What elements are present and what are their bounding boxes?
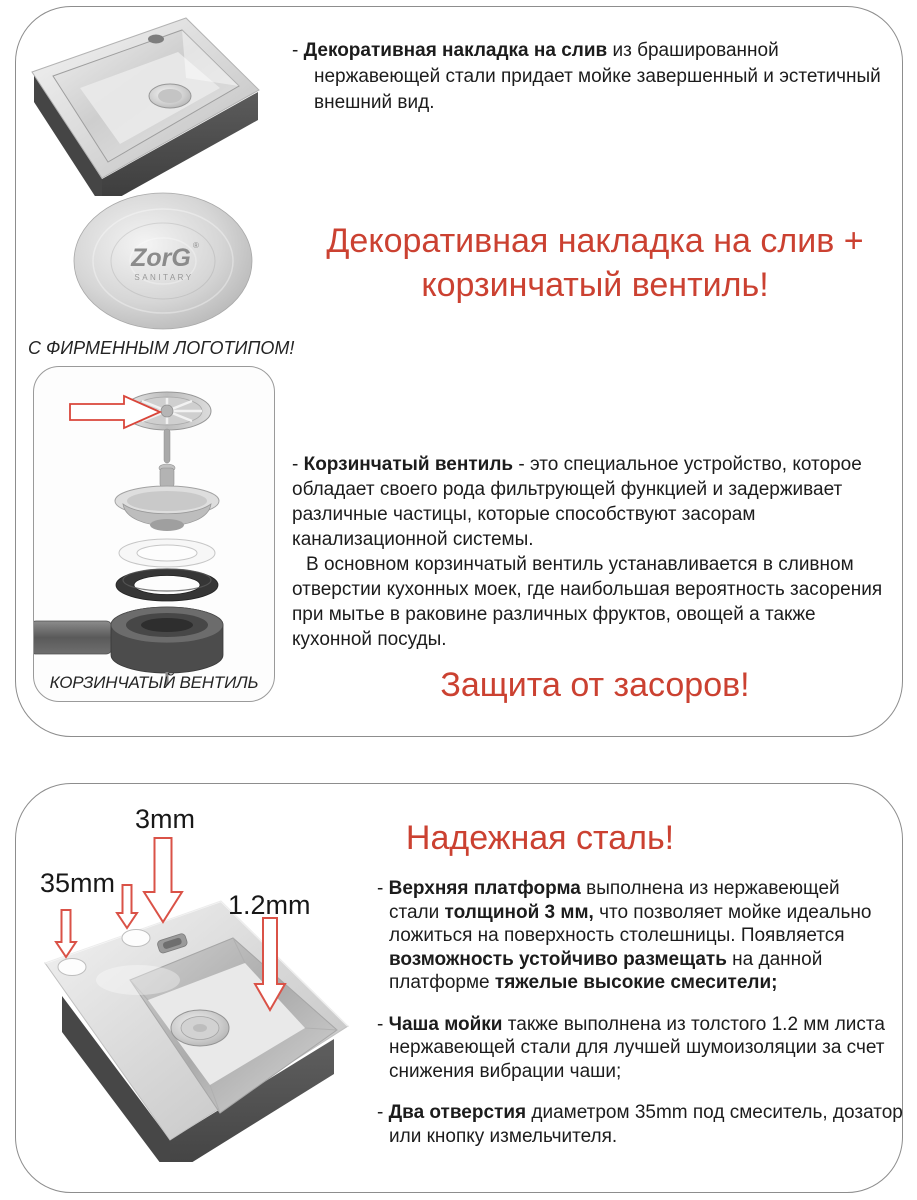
feature-panel-steel (15, 783, 903, 1193)
headline-drain-cover: Декоративная накладка на слив + корзинчатый вентиль! (326, 222, 864, 304)
basket-valve-bullet-text: - Корзинчатый вентиль - это специальное устройство, которое обладает своего рода фильтрующей функцией и задерживает различные частицы, которые способствуют засорам канализационной системы. В основном корзинчатый вентиль устанавливается в сливном отверстии кухонных моек, где наибольшая вероятность засорения при мытье в раковине различных фруктов, овощей а также кухонной посуды. (292, 454, 883, 650)
sink-photo-top (28, 16, 283, 196)
bullet-top-platform: - Верхняя платформа выполнена из нержавеющей стали толщиной 3 мм, что позволяет мойке идеально ложиться на поверхность столешницы. Появляется возможность устойчиво размещать на данной платформе тяжелые высокие смесители; (377, 878, 872, 993)
down-arrow-icon-3mm (144, 838, 182, 922)
feature-panel-drain-cover (15, 6, 903, 737)
down-arrow-icon-35mm-left (56, 910, 76, 957)
drain-cover-bullet-text: - Декоративная накладка на слив из брашированной нержавеющей стали придает мойке завершенный и эстетичный внешний вид. (292, 40, 881, 113)
logo-caption: С ФИРМЕННЫМ ЛОГОТИПОМ! (28, 338, 295, 358)
basket-valve-diagram (34, 367, 271, 698)
bullet-sink-bowl: - Чаша мойки также выполнена из толстого 1.2 мм листа нержавеющей стали для лучшей шумоизоляции за счет снижения вибрации чаши; (377, 1013, 885, 1082)
zorg-logo-subtext: SANITARY (134, 273, 194, 282)
zorg-logo-text: ZorG (131, 244, 191, 272)
mounting-hole-left (58, 959, 86, 976)
label-platform-thickness: 3mm (135, 804, 195, 834)
steel-bullet-list (377, 877, 909, 1148)
down-arrow-icon-35mm-right (117, 885, 137, 928)
mounting-hole-right (122, 930, 150, 947)
label-bowl-thickness: 1.2mm (228, 890, 311, 920)
headline-clog-protection: Защита от засоров! (440, 666, 750, 704)
basket-valve-diagram-box (33, 366, 275, 702)
registered-mark: ® (193, 241, 199, 250)
sink-photo-annotated (20, 800, 370, 1162)
basket-valve-caption: КОРЗИНЧАТЫЙ ВЕНТИЛЬ (49, 673, 259, 692)
bullet-two-holes: - Два отверстия диаметром 35mm под смеситель, дозатор или кнопку измельчителя. (377, 1102, 903, 1147)
label-hole-diameter: 35mm (40, 868, 116, 898)
headline-reliable-steel: Надежная сталь! (405, 819, 675, 857)
drain-cover-disc-photo (68, 190, 258, 335)
